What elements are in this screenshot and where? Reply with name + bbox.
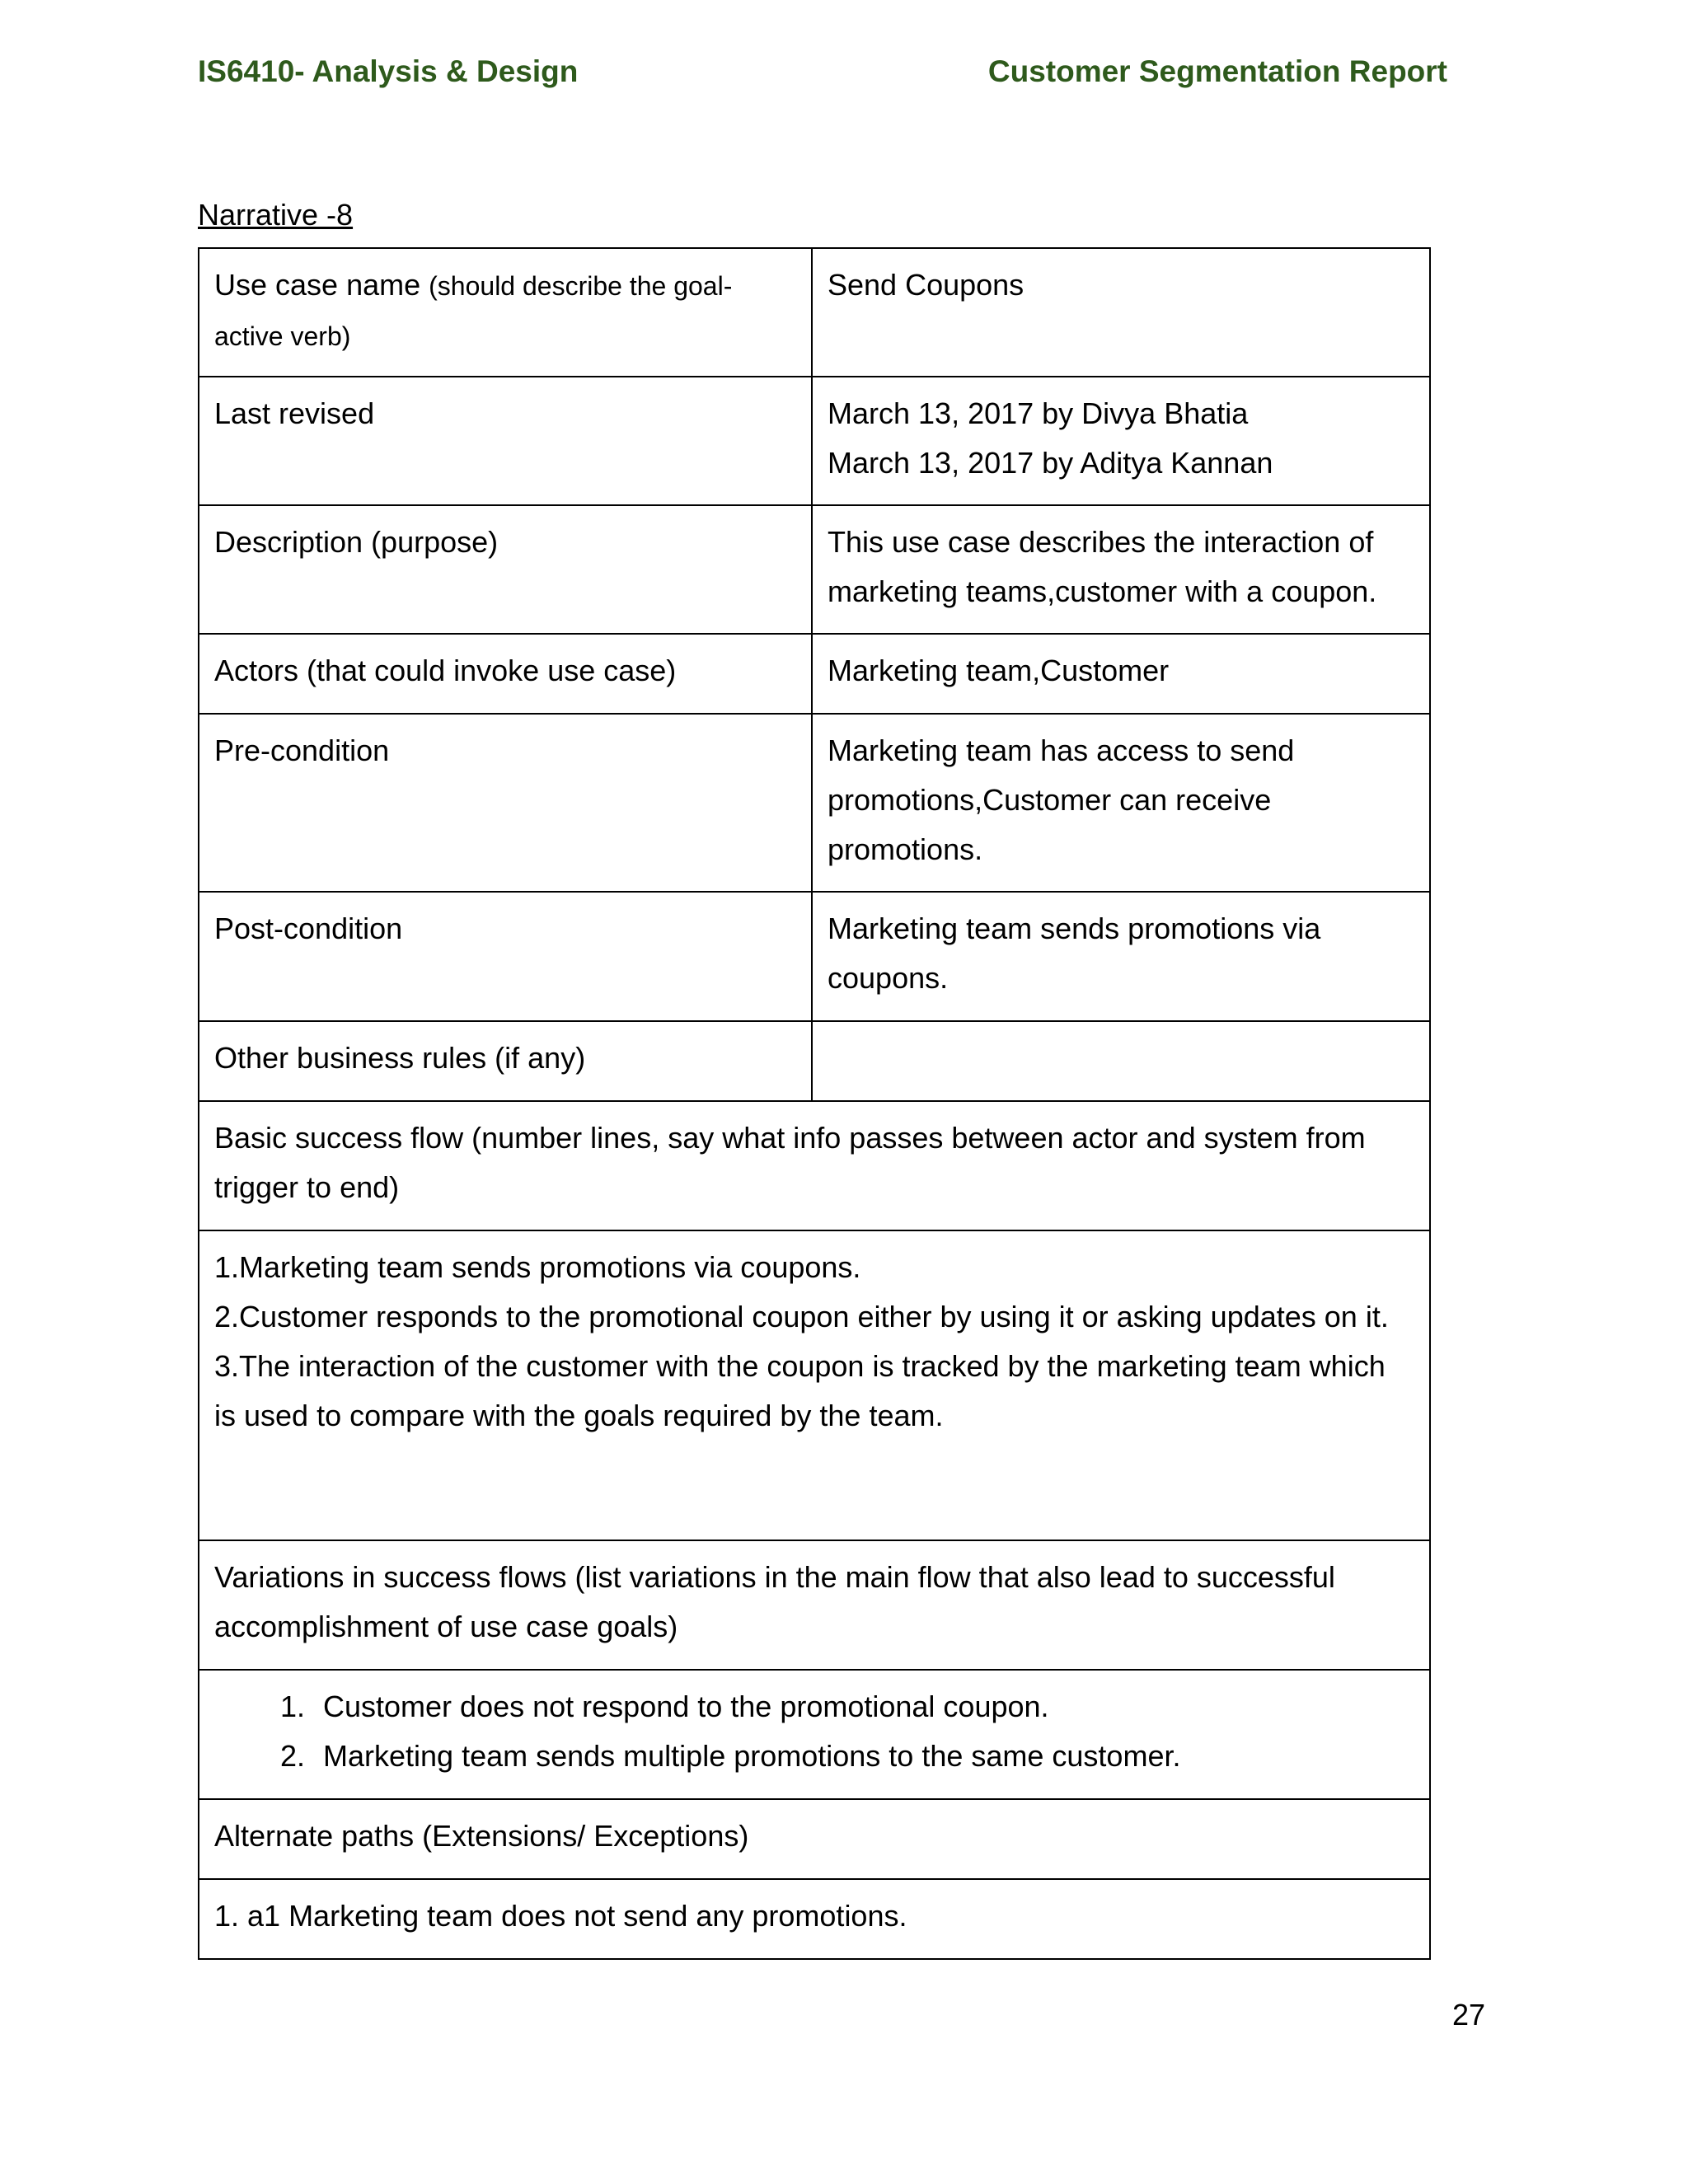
flow-step: 1.Marketing team sends promotions via coupons. [214, 1250, 861, 1284]
value-post-condition: Marketing team sends promotions via coupons. [812, 892, 1430, 1021]
flow-step: 2.Customer responds to the promotional coupon either by using it or asking updates on it. [214, 1300, 1389, 1333]
label-pre-condition: Pre-condition [199, 714, 812, 892]
header-report-title: Customer Segmentation Report [987, 54, 1447, 88]
value-pre-condition: Marketing team has access to send promotions,Customer can receive promotions. [812, 714, 1430, 892]
value-use-case-name: Send Coupons [812, 248, 1430, 377]
label-basic-flow: Basic success flow (number lines, say what info passes between actor and system from trigger to end) [199, 1101, 1430, 1230]
row-description [199, 505, 1430, 634]
row-alternate-paths-label [199, 1799, 1430, 1879]
value-last-revised [812, 377, 1430, 505]
label-other-business-rules: Other business rules (if any) [199, 1021, 812, 1101]
row-last-revised [199, 377, 1430, 505]
row-use-case-name [199, 248, 1430, 377]
row-variations-items [199, 1670, 1430, 1799]
label-post-condition: Post-condition [199, 892, 812, 1021]
value-other-business-rules [812, 1021, 1430, 1101]
row-variations-label [199, 1540, 1430, 1670]
label-variations: Variations in success flows (list variations in the main flow that also lead to successful accomplishment of use case goals) [199, 1540, 1430, 1670]
list-item: 1. Customer does not respond to the promotional coupon. [313, 1682, 1414, 1732]
list-item: 2. Marketing team sends multiple promotions to the same customer. [313, 1732, 1414, 1781]
flow-step: 3.The interaction of the customer with the coupon is tracked by the marketing team which is used to compare with the goals required by the team. [214, 1349, 1386, 1432]
row-pre-condition [199, 714, 1430, 892]
row-post-condition [199, 892, 1430, 1021]
header-course: IS6410- Analysis & Design [198, 54, 579, 88]
row-basic-flow-steps [199, 1230, 1430, 1540]
label-alternate-paths: Alternate paths (Extensions/ Exceptions) [199, 1799, 1430, 1879]
label-description: Description (purpose) [199, 505, 812, 634]
label-note: (should describe the goal-active verb) [214, 271, 733, 351]
alternate-path-item: 1. a1 Marketing team does not send any promotions. [199, 1879, 1430, 1959]
variations-list [214, 1682, 1414, 1781]
row-basic-flow-label [199, 1101, 1430, 1230]
label-text: Use case name [214, 268, 421, 302]
page-number: 27 [1452, 1998, 1486, 2032]
label-last-revised: Last revised [199, 377, 812, 505]
basic-flow-steps [199, 1230, 1430, 1540]
row-actors [199, 634, 1430, 714]
use-case-table [198, 247, 1431, 1960]
value-actors: Marketing team,Customer [812, 634, 1430, 714]
revision-line: March 13, 2017 by Aditya Kannan [828, 446, 1273, 480]
label-actors: Actors (that could invoke use case) [199, 634, 812, 714]
narrative-title: Narrative -8 [198, 198, 354, 232]
value-description: This use case describes the interaction of marketing teams,customer with a coupon. [812, 505, 1430, 634]
revision-line: March 13, 2017 by Divya Bhatia [828, 396, 1249, 430]
row-alternate-paths-items [199, 1879, 1430, 1959]
label-use-case-name [199, 248, 812, 377]
row-other-business-rules [199, 1021, 1430, 1101]
variations-items [199, 1670, 1430, 1799]
